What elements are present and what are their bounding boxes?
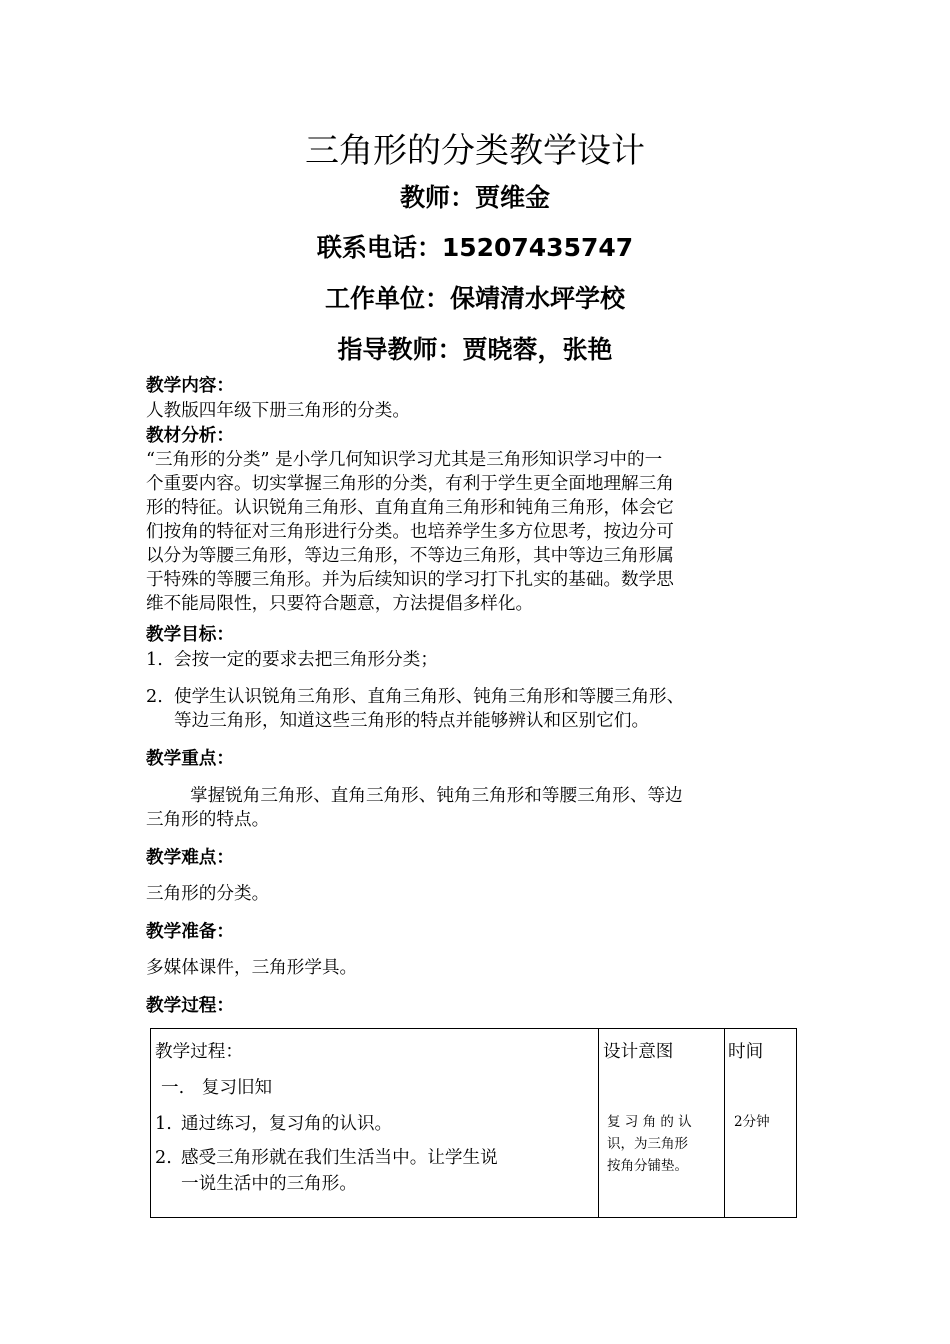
analysis-paragraph xyxy=(146,448,674,616)
difficulty-heading: 教学难点： xyxy=(146,848,234,868)
process-item xyxy=(155,1145,592,1197)
process-item-text: 感受三角形就在我们生活当中。让学生说 xyxy=(181,1148,498,1168)
teacher-line: 教师：贾维金 xyxy=(399,183,550,212)
phone-line: 联系电话：15207435747 xyxy=(316,233,634,262)
process-column-header: 教学过程： xyxy=(155,1042,243,1062)
analysis-line: 于特殊的等腰三角形。并为后续知识的学习打下扎实的基础。数学思 xyxy=(146,570,674,590)
intent-line: 复 习 角 的 认 xyxy=(607,1114,692,1130)
process-cell xyxy=(151,1029,599,1218)
prep-text: 多媒体课件，三角形学具。 xyxy=(146,958,358,978)
time-value: 2分钟 xyxy=(734,1114,770,1130)
process-item-number: 1. xyxy=(155,1114,172,1134)
intent-line: 按角分铺垫。 xyxy=(607,1158,688,1174)
analysis-line: 们按角的特征对三角形进行分类。也培养学生多方位思考，按边分可 xyxy=(146,522,674,542)
key-line: 三角形的特点。 xyxy=(146,810,270,830)
goal-text: 会按一定的要求去把三角形分类； xyxy=(174,650,438,670)
intent-line: 识，为三角形 xyxy=(607,1136,688,1152)
key-heading: 教学重点： xyxy=(146,749,234,769)
goal-number: 2. xyxy=(146,687,163,707)
process-item-text: 通过练习，复习角的认识。 xyxy=(181,1114,393,1134)
prep-heading: 教学准备： xyxy=(146,922,234,942)
analysis-line: 个重要内容。切实掌握三角形的分类，有利于学生更全面地理解三角 xyxy=(146,474,674,494)
intent-text xyxy=(603,1111,720,1177)
goal-text: 等边三角形，知道这些三角形的特点并能够辨认和区别它们。 xyxy=(174,711,650,731)
analysis-line: “三角形的分类” 是小学几何知识学习尤其是三角形知识学习中的一 xyxy=(146,450,663,470)
table-row xyxy=(151,1029,797,1218)
process-item-text: 一说生活中的三角形。 xyxy=(181,1174,357,1194)
analysis-heading: 教材分析： xyxy=(146,426,234,446)
content-heading: 教学内容： xyxy=(146,376,234,396)
analysis-line: 以分为等腰三角形，等边三角形，不等边三角形，其中等边三角形属 xyxy=(146,546,674,566)
intent-cell xyxy=(599,1029,725,1218)
process-item xyxy=(155,1111,592,1137)
process-item-number: 2. xyxy=(155,1148,172,1168)
unit-line: 工作单位：保靖清水坪学校 xyxy=(324,284,625,313)
intent-column-header: 设计意图 xyxy=(603,1042,674,1062)
goal-text: 使学生认识锐角三角形、直角三角形、钝角三角形和等腰三角形、 xyxy=(174,687,685,707)
document-title: 三角形的分类教学设计 xyxy=(305,131,645,171)
time-column-header: 时间 xyxy=(728,1042,764,1062)
advisors-line: 指导教师：贾晓蓉，张艳 xyxy=(337,335,613,364)
content-text: 人教版四年级下册三角形的分类。 xyxy=(146,401,410,421)
process-heading: 教学过程： xyxy=(146,996,234,1016)
goal-item xyxy=(146,648,834,672)
analysis-line: 形的特征。认识锐角三角形、直角直角三角形和钝角三角形，体会它 xyxy=(146,498,674,518)
process-section-title: 一. 复习旧知 xyxy=(161,1078,273,1098)
key-line: 掌握锐角三角形、直角三角形、钝角三角形和等腰三角形、等边 xyxy=(190,786,683,806)
key-paragraph xyxy=(146,784,683,832)
goal-item xyxy=(146,685,834,733)
goals-heading: 教学目标： xyxy=(146,625,234,645)
analysis-line: 维不能局限性，只要符合题意，方法提倡多样化。 xyxy=(146,594,534,614)
process-table xyxy=(150,1028,797,1218)
goal-number: 1. xyxy=(146,650,163,670)
time-cell xyxy=(725,1029,797,1218)
difficulty-text: 三角形的分类。 xyxy=(146,884,270,904)
